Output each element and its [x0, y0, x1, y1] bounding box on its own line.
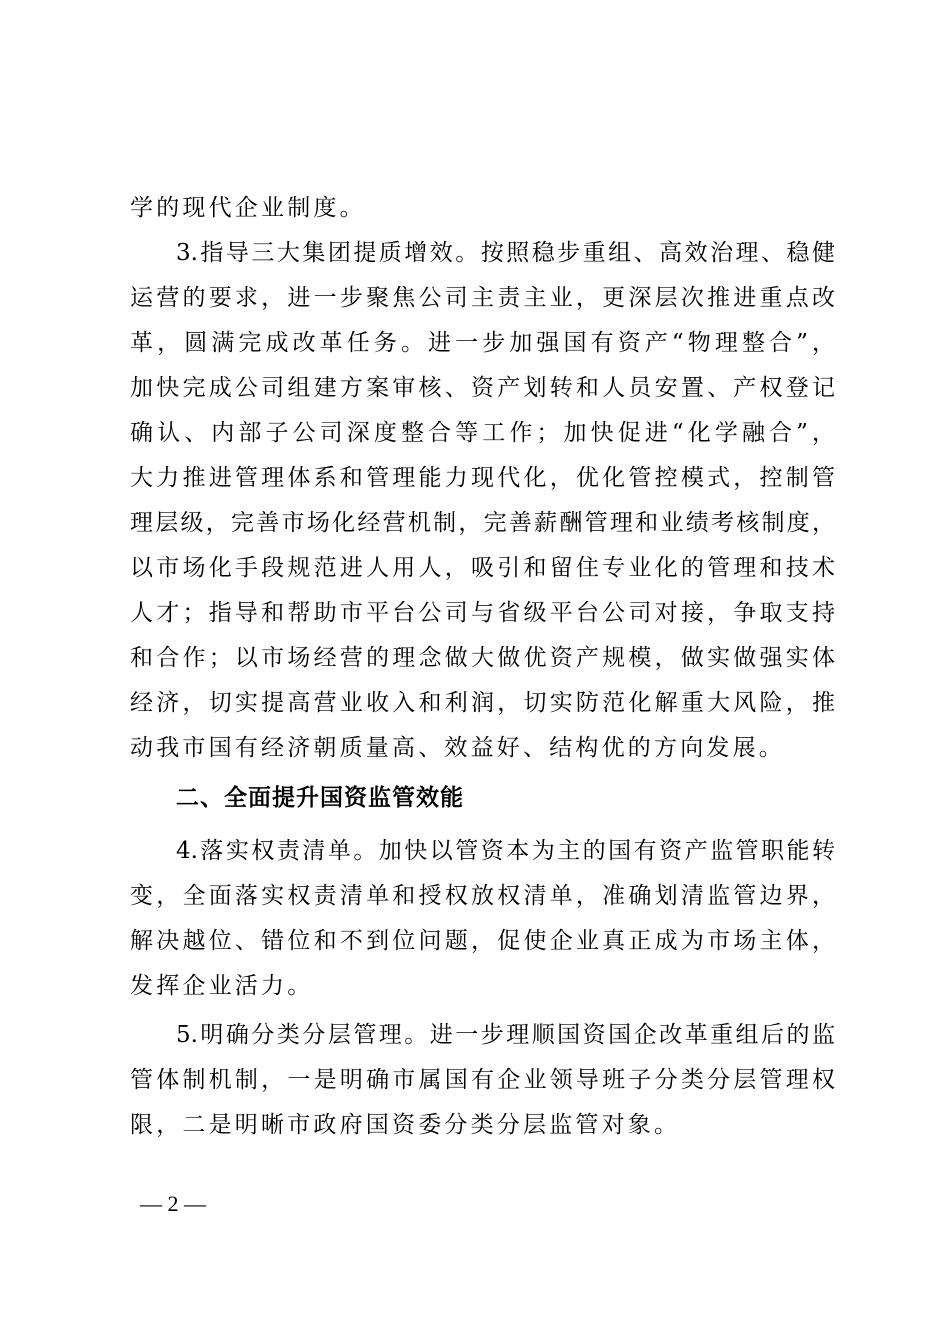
paragraph-line: 5.明确分类分层管理。进一步理顺国资国企改革重组后的监 [176, 1022, 835, 1048]
paragraph-line: 革，圆满完成改革任务。进一步加强国有资产“物理整合”， [130, 330, 835, 356]
paragraph-line: 人才；指导和帮助市平台公司与省级平台公司对接，争取支持 [130, 600, 835, 626]
paragraph-line: 确认、内部子公司深度整合等工作；加快促进“化学融合”， [130, 420, 835, 446]
paragraph-line: 解决越位、错位和不到位问题，促使企业真正成为市场主体， [130, 928, 835, 954]
paragraph-line: 理层级，完善市场化经营机制，完善薪酬管理和业绩考核制度， [130, 510, 835, 536]
paragraph-line: 动我市国有经济朝质量高、效益好、结构优的方向发展。 [130, 735, 785, 761]
paragraph-line: 以市场化手段规范进人用人，吸引和留住专业化的管理和技术 [130, 555, 835, 581]
paragraph-line: 限，二是明晰市政府国资委分类分层监管对象。 [130, 1112, 681, 1138]
paragraph-line: 发挥企业活力。 [130, 973, 314, 999]
paragraph-line: 经济，切实提高营业收入和利润，切实防范化解重大风险，推 [130, 690, 835, 716]
paragraph-line: 加快完成公司组建方案审核、资产划转和人员安置、产权登记 [130, 375, 835, 401]
paragraph-line: 学的现代企业制度。 [130, 195, 366, 221]
paragraph-line: 变，全面落实权责清单和授权放权清单，准确划清监管边界， [130, 883, 835, 909]
paragraph-line: 管体制机制，一是明确市属国有企业领导班子分类分层管理权 [130, 1067, 835, 1093]
paragraph-line: 3.指导三大集团提质增效。按照稳步重组、高效治理、稳健 [176, 240, 835, 266]
section-heading: 二、全面提升国资监管效能 [176, 785, 464, 811]
page-number: — 2 — [140, 1191, 206, 1216]
paragraph-line: 4.落实权责清单。加快以管资本为主的国有资产监管职能转 [176, 838, 835, 864]
paragraph-line: 和合作；以市场经营的理念做大做优资产规模，做实做强实体 [130, 645, 835, 671]
paragraph-line: 运营的要求，进一步聚焦公司主责主业，更深层次推进重点改 [130, 285, 835, 311]
paragraph-line: 大力推进管理体系和管理能力现代化，优化管控模式，控制管 [130, 465, 835, 491]
